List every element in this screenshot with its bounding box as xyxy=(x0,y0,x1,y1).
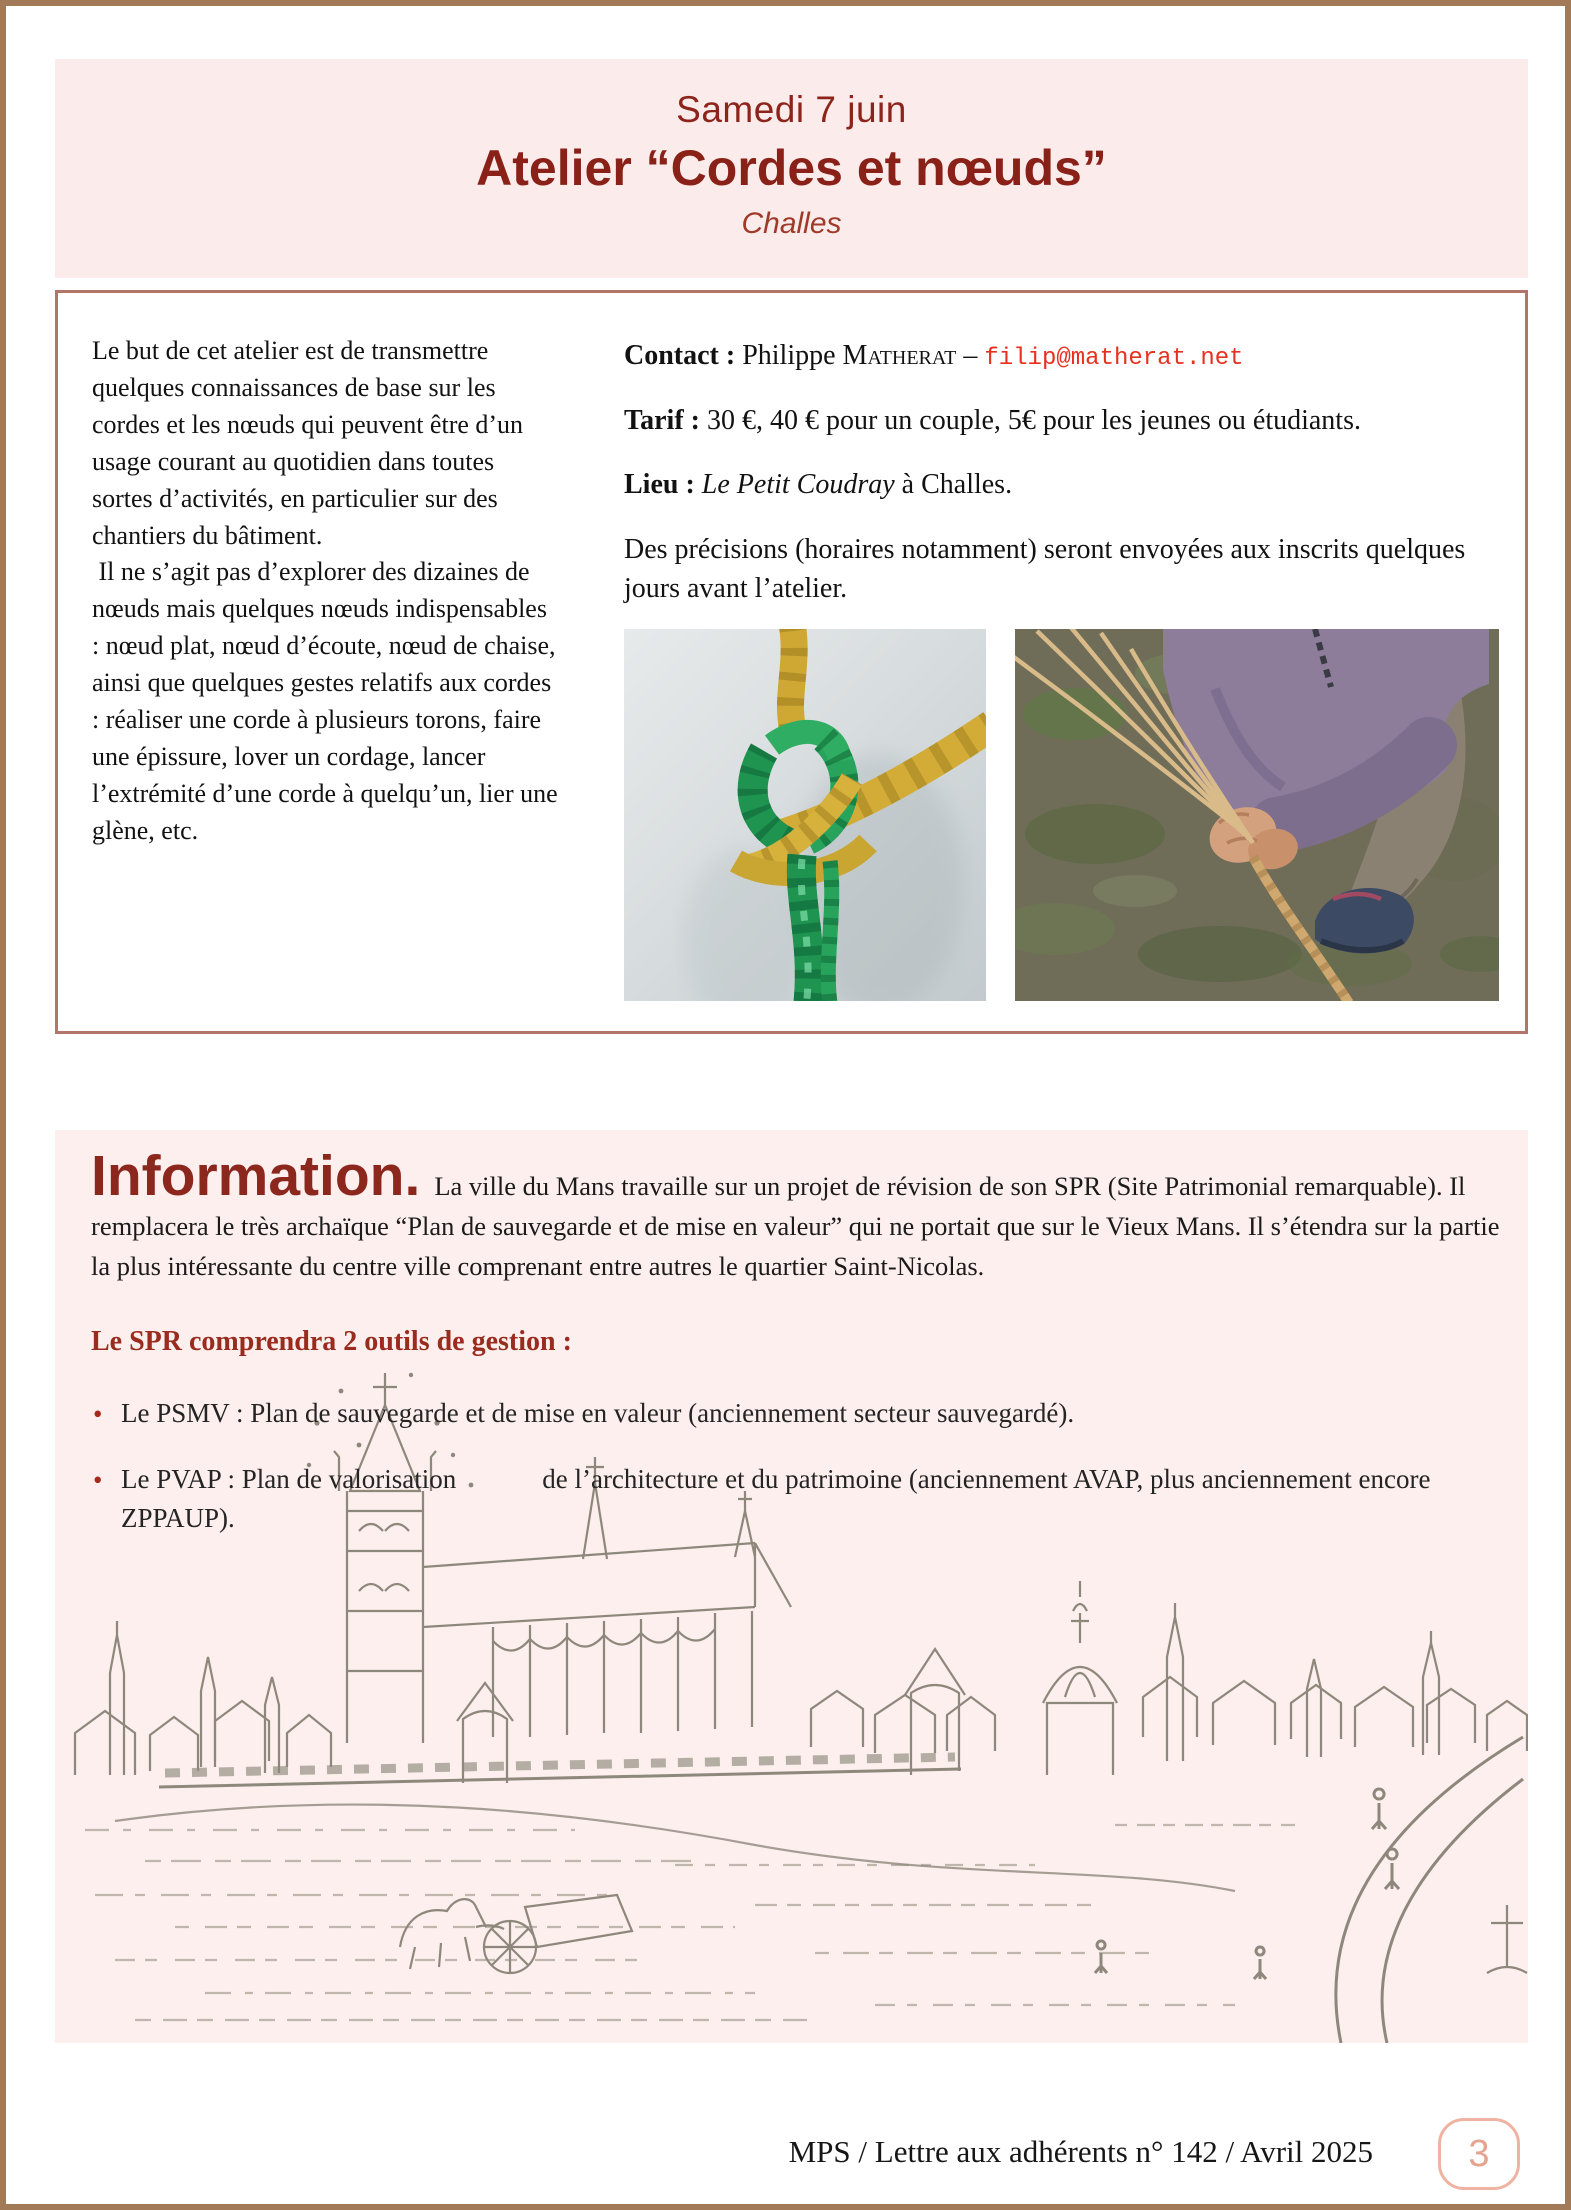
lieu-label: Lieu : xyxy=(624,469,695,501)
details-paragraph: Des précisions (horaires notamment) seront envoyées aux inscrits quelques jours avant l’atelier. xyxy=(624,533,1466,604)
information-panel xyxy=(55,1130,1528,2043)
contact-email-link[interactable]: filip@matherat.net xyxy=(984,345,1244,372)
list-item xyxy=(91,1460,1511,1538)
contact-label: Contact : xyxy=(624,340,736,371)
bullet-dot-icon: • xyxy=(93,1399,103,1429)
rope-practice-photo-image xyxy=(1015,629,1499,1001)
bullet-2-text-before: Le PVAP : Plan de valorisation xyxy=(121,1464,457,1494)
tarif-text: 30 €, 40 € pour un couple, 5€ pour les jeunes ou étudiants. xyxy=(699,404,1361,436)
contact-first-name: Philippe xyxy=(742,340,843,371)
header-banner xyxy=(55,59,1528,278)
footer-line: MPS / Lettre aux adhérents n° 142 / Avril 2025 xyxy=(788,2134,1373,2169)
knot-photo-image xyxy=(624,629,986,1001)
tarif-label: Tarif : xyxy=(624,404,700,436)
page-number: 3 xyxy=(1468,2132,1490,2175)
information-intro-text: La ville du Mans travaille sur un projet de révision de son SPR (Site Patrimonial remarquable). Il remplacera le très archaïque “Plan de sauvegarde et de mise en valeur” qui ne portait que sur le Vieux Mans. Il s’étendra sur la partie la plus intéressante du centre ville comprenant entre autres le quartier Saint-Nicolas. xyxy=(91,1171,1500,1281)
list-item xyxy=(91,1394,1511,1433)
event-date: Samedi 7 juin xyxy=(676,89,907,130)
contact-line xyxy=(624,337,1504,376)
workshop-box xyxy=(55,290,1528,1034)
tarif-line xyxy=(624,402,1504,441)
bullet-2-text-after: de l’architecture et du patrimoine (anciennement AVAP, plus anciennement encore ZPPAUP). xyxy=(121,1464,1431,1534)
lieu-rest: à Challes. xyxy=(894,469,1013,501)
description-paragraph-1: Le but de cet atelier est de transmettre quelques connaissances de base sur les cordes et les nœuds qui peuvent être d’un usage courant au quotidien dans toutes sortes d’activités, en particulier sur des chantiers du bâtiment. xyxy=(92,336,530,550)
page-number-badge xyxy=(1438,2118,1520,2190)
lieu-place: Le Petit Coudray xyxy=(694,469,895,501)
bullet-dot-icon: • xyxy=(93,1465,103,1495)
bullet-1-text: Le PSMV : Plan de sauvegarde et de mise en valeur (anciennement secteur sauvegardé). xyxy=(121,1398,1075,1428)
event-location: Challes xyxy=(741,207,842,240)
description-paragraph-2: Il ne s’agit pas d’explorer des dizaines de nœuds mais quelques nœuds indispensables : nœud plat, nœud d’écoute, nœud de chaise, ainsi que quelques gestes relatifs aux cordes : réaliser une corde à plusieurs torons, faire une épissure, lover un cordage, lancer l’extrémité d’une corde à quelqu’un, lier une glène, etc. xyxy=(92,557,565,845)
workshop-details xyxy=(624,337,1504,634)
contact-last-name: Matherat xyxy=(842,340,957,371)
workshop-description xyxy=(92,333,565,850)
page-title: Atelier “Cordes et nœuds” xyxy=(476,140,1107,196)
lieu-line xyxy=(624,466,1504,505)
information-subhead: Le SPR comprendra 2 outils de gestion : xyxy=(91,1326,572,1357)
information-intro xyxy=(91,1144,1501,1286)
contact-separator: – xyxy=(956,340,985,371)
information-heading: Information. xyxy=(91,1144,421,1208)
